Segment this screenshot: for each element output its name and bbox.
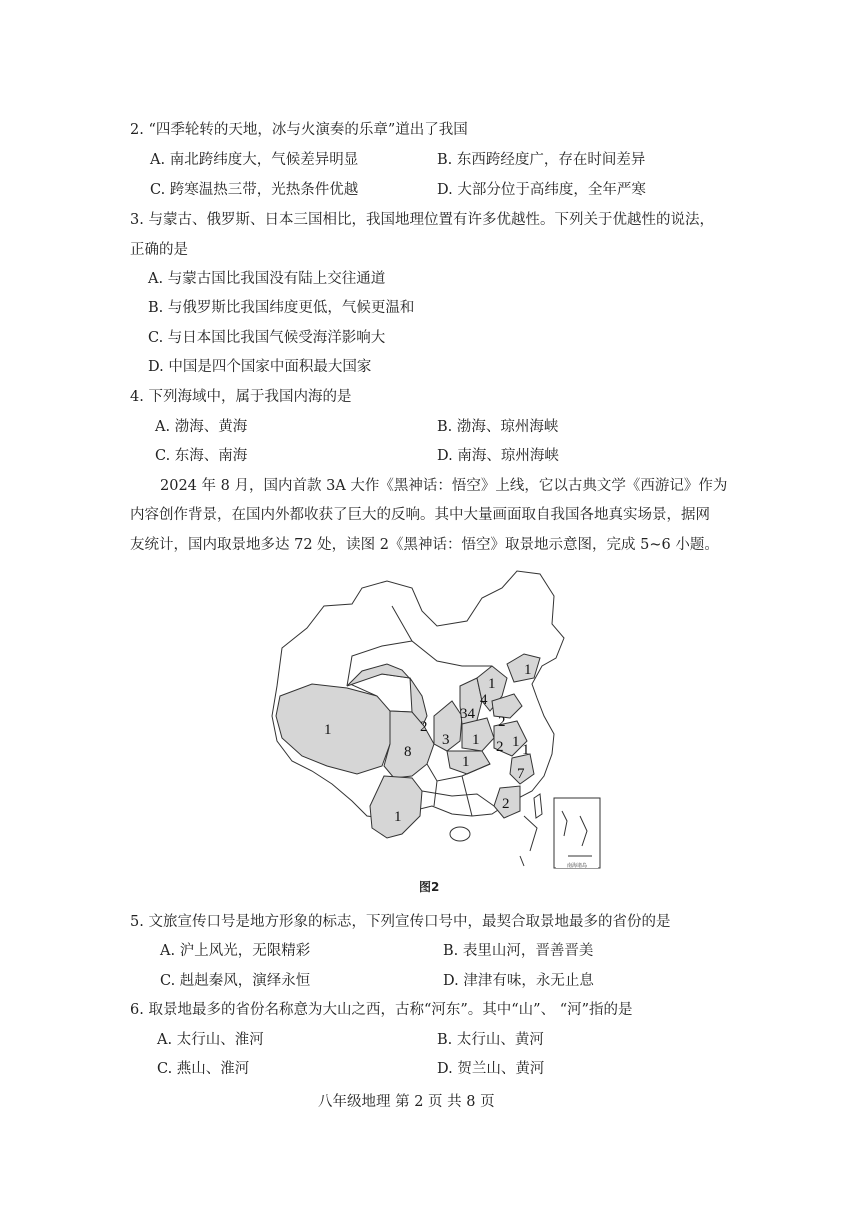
q3-stem: 3. 与蒙古、俄罗斯、日本三国相比，我国地理位置有许多优越性。下列关于优越性的说法， <box>130 212 714 228</box>
count-fujian: 2 <box>502 796 510 812</box>
q6-option-b: B. 太行山、黄河 <box>437 1032 544 1048</box>
figure-caption: 图2 <box>419 880 440 894</box>
q5-option-c: C. 赳赳秦风，演绎永恒 <box>160 973 311 989</box>
q4-option-a: A. 渤海、黄海 <box>155 419 248 435</box>
count-hubei: 1 <box>462 754 470 770</box>
q5-option-b: B. 表里山河，晋善晋美 <box>443 943 594 959</box>
passage-line-3: 友统计，国内取景地多达 72 处，读图 2《黑神话：悟空》取景地示意图，完成 5~6 小题。 <box>130 537 719 553</box>
q3-option-c: C. 与日本国比我国气候受海洋影响大 <box>148 330 386 346</box>
count-sichuan: 8 <box>404 744 412 760</box>
count-jiangsu: 1 <box>512 734 520 750</box>
q6-option-a: A. 太行山、淮河 <box>157 1032 264 1048</box>
count-shanghai: 1 <box>522 742 530 758</box>
q4-option-d: D. 南海、琼州海峡 <box>437 448 559 464</box>
china-filming-locations-map <box>262 566 608 876</box>
count-henan: 1 <box>472 732 480 748</box>
q3-option-b: B. 与俄罗斯比我国纬度更低，气候更温和 <box>148 300 415 316</box>
region-taiwan <box>534 794 542 818</box>
count-liaoning: 1 <box>524 662 532 678</box>
q4-option-c: C. 东海、南海 <box>155 448 248 464</box>
passage-line-2: 内容创作背景，在国内外都收获了巨大的反响。其中大量画面取自我国各地真实场景，据网 <box>130 507 710 523</box>
count-shandong: 2 <box>498 714 506 730</box>
count-anhui: 2 <box>496 739 504 755</box>
count-tibet: 1 <box>324 722 332 738</box>
q2-stem: 2. “四季轮转的天地，冰与火演奏的乐章”道出了我国 <box>130 122 468 138</box>
q5-option-d: D. 津津有味，永无止息 <box>443 973 594 989</box>
count-gansu: 2 <box>420 719 428 735</box>
page-footer: 八年级地理 第 2 页 共 8 页 <box>318 1094 495 1110</box>
q2-option-d: D. 大部分位于高纬度，全年严寒 <box>437 182 646 198</box>
inset-label: 南海诸岛 <box>566 863 588 869</box>
q4-stem: 4. 下列海域中，属于我国内海的是 <box>130 389 352 405</box>
q2-option-b: B. 东西跨经度广，存在时间差异 <box>437 152 646 168</box>
count-hebei: 4 <box>480 692 488 708</box>
q3-option-a: A. 与蒙古国比我国没有陆上交往通道 <box>148 271 386 287</box>
region-hainan <box>450 827 470 841</box>
passage-line-1: 2024 年 8 月，国内首款 3A 大作《黑神话：悟空》上线，它以古典文学《西游记》作为 <box>160 478 728 494</box>
q5-option-a: A. 沪上风光，无限精彩 <box>160 943 311 959</box>
q6-option-d: D. 贺兰山、黄河 <box>437 1061 545 1077</box>
count-shaanxi: 3 <box>442 732 450 748</box>
q6-stem: 6. 取景地最多的省份名称意为大山之西，古称“河东”。其中“山”、 “河”指的是 <box>130 1002 633 1018</box>
count-yunnan: 1 <box>394 809 402 825</box>
q3-option-d: D. 中国是四个国家中面积最大国家 <box>148 359 372 375</box>
q3-stem-cont: 正确的是 <box>130 242 188 258</box>
count-beijing: 1 <box>488 676 496 692</box>
q4-option-b: B. 渤海、琼州海峡 <box>437 419 559 435</box>
q2-option-a: A. 南北跨纬度大，气候差异明显 <box>150 152 359 168</box>
q2-option-c: C. 跨寒温热三带，光热条件优越 <box>150 182 359 198</box>
south-china-sea-inset <box>554 798 600 868</box>
q5-stem: 5. 文旅宣传口号是地方形象的标志，下列宣传口号中，最契合取景地最多的省份的是 <box>130 914 671 930</box>
q6-option-c: C. 燕山、淮河 <box>157 1061 250 1077</box>
count-zhejiang: 7 <box>517 766 525 782</box>
count-shanxi: 34 <box>460 706 475 722</box>
